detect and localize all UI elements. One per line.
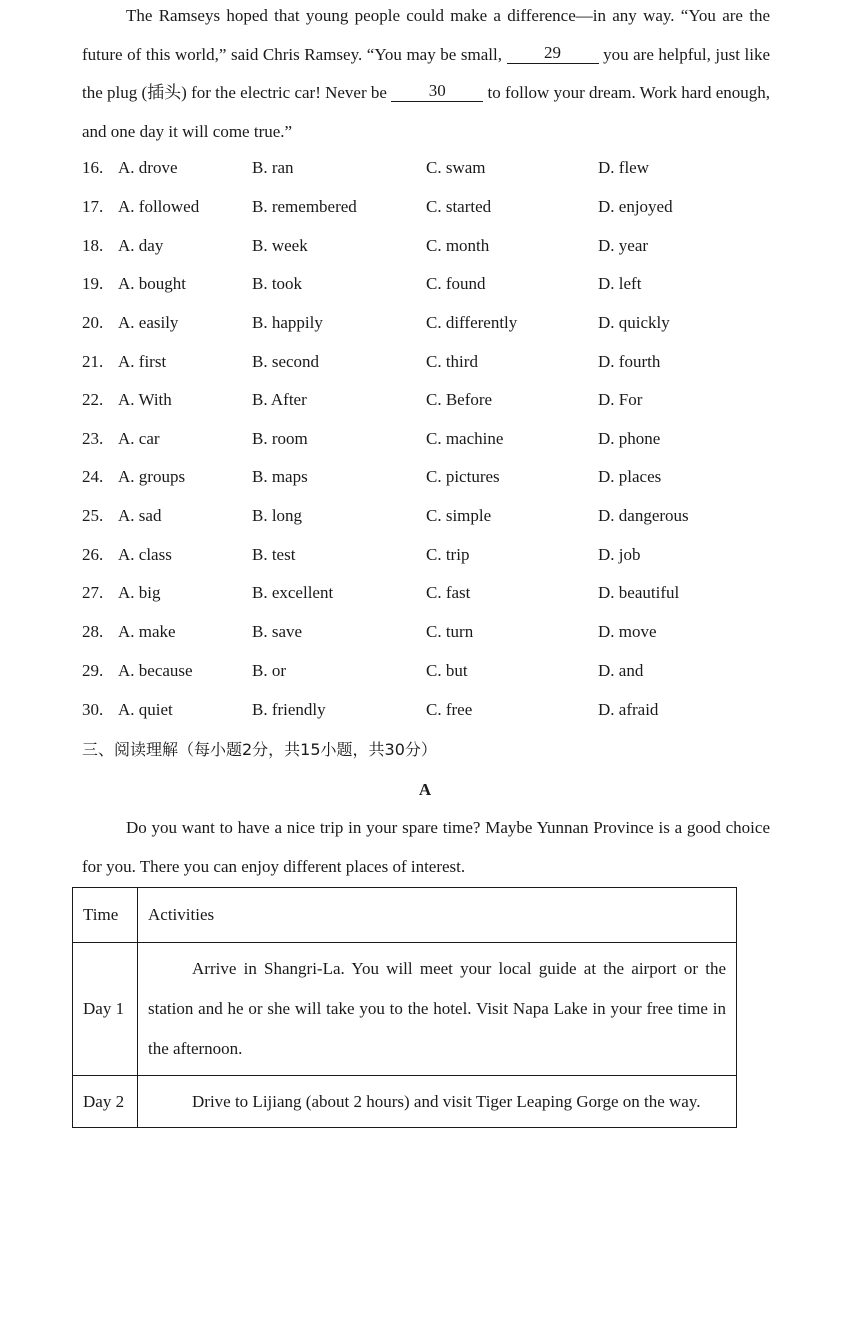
option-c: C. third	[426, 352, 478, 371]
option-a: A. drove	[118, 158, 178, 177]
row-time: Day 2	[73, 1076, 138, 1128]
activity-text	[148, 1082, 726, 1122]
option-b: B. remembered	[252, 197, 357, 216]
option-d: D. job	[598, 545, 641, 564]
option-b: B. save	[252, 622, 303, 641]
question-row-25	[82, 506, 782, 544]
option-c: C. swam	[426, 158, 486, 177]
question-row-16	[82, 158, 782, 196]
option-c: C. month	[426, 236, 490, 255]
option-b: B. After	[252, 390, 307, 409]
question-number: 25.	[82, 506, 104, 525]
table-row	[73, 943, 737, 1076]
option-c: C. trip	[426, 545, 470, 564]
question-number: 16.	[82, 158, 104, 177]
question-row-29	[82, 661, 782, 699]
option-b: B. or	[252, 661, 286, 680]
option-c: C. free	[426, 700, 473, 719]
blank-30: 30	[391, 82, 483, 102]
option-c: C. pictures	[426, 467, 500, 486]
passage-label: A	[418, 780, 432, 799]
question-row-21	[82, 352, 782, 390]
option-b: B. ran	[252, 158, 294, 177]
table-row	[73, 1076, 737, 1128]
question-number: 28.	[82, 622, 104, 641]
option-b: B. happily	[252, 313, 323, 332]
option-a: A. quiet	[118, 700, 173, 719]
option-b: B. long	[252, 506, 303, 525]
question-row-24	[82, 467, 782, 505]
option-b: B. took	[252, 274, 303, 293]
row-activity	[138, 1076, 737, 1128]
question-number: 21.	[82, 352, 104, 371]
question-number: 20.	[82, 313, 104, 332]
activity-text-content: Drive to Lijiang (about 2 hours) and visit Tiger Leaping Gorge on the way.	[192, 1091, 701, 1111]
option-c: C. differently	[426, 313, 518, 332]
option-c: C. but	[426, 661, 468, 680]
option-d: D. left	[598, 274, 642, 293]
question-row-26	[82, 545, 782, 583]
option-b: B. maps	[252, 467, 308, 486]
question-number: 26.	[82, 545, 104, 564]
option-b: B. test	[252, 545, 296, 564]
question-number: 17.	[82, 197, 104, 216]
section-heading: 三、阅读理解（每小题2分，共15小题，共30分）	[82, 740, 437, 759]
question-row-22	[82, 390, 782, 428]
question-number: 23.	[82, 429, 104, 448]
option-a: A. day	[118, 236, 164, 255]
option-d: D. year	[598, 236, 649, 255]
option-c: C. started	[426, 197, 492, 216]
header-time: Time	[73, 888, 138, 943]
activity-text-content: Arrive in Shangri-La. You will meet your local guide at the airport or the station and he or she will take you to the hotel. Visit Napa Lake in your free time in the afternoon.	[148, 959, 726, 1058]
option-a: A. first	[118, 352, 167, 371]
question-row-28	[82, 622, 782, 660]
option-d: D. dangerous	[598, 506, 689, 525]
question-row-19	[82, 274, 782, 312]
question-number: 18.	[82, 236, 104, 255]
header-activities: Activities	[138, 888, 737, 943]
blank-29: 29	[507, 44, 599, 64]
option-d: D. places	[598, 467, 662, 486]
passage-intro	[82, 809, 770, 886]
option-a: A. With	[118, 390, 172, 409]
question-row-27	[82, 583, 782, 621]
activity-text	[148, 949, 726, 1069]
question-number: 19.	[82, 274, 104, 293]
option-a: A. make	[118, 622, 176, 641]
option-a: A. bought	[118, 274, 186, 293]
option-c: C. turn	[426, 622, 474, 641]
option-d: D. afraid	[598, 700, 659, 719]
option-d: D. and	[598, 661, 644, 680]
row-activity	[138, 943, 737, 1076]
option-b: B. excellent	[252, 583, 334, 602]
option-d: D. beautiful	[598, 583, 680, 602]
option-a: A. class	[118, 545, 172, 564]
option-c: C. fast	[426, 583, 471, 602]
option-c: C. simple	[426, 506, 492, 525]
option-d: D. enjoyed	[598, 197, 673, 216]
cloze-text-part-2: you are helpful, just like the plug (插头) for the electric car! Never be	[82, 44, 770, 102]
option-a: A. groups	[118, 467, 186, 486]
question-number: 24.	[82, 467, 104, 486]
cloze-text-part-1: The Ramseys hoped that young people could make a difference—in any way. “You are the future of this world,” said Chris Ramsey. “You may be small,	[82, 6, 770, 64]
question-row-30	[82, 700, 782, 738]
question-row-23	[82, 429, 782, 467]
option-d: D. phone	[598, 429, 661, 448]
itinerary-table	[72, 887, 737, 1128]
option-a: A. easily	[118, 313, 179, 332]
option-a: A. big	[118, 583, 161, 602]
option-a: A. car	[118, 429, 160, 448]
question-number: 27.	[82, 583, 104, 602]
row-time: Day 1	[73, 943, 138, 1076]
option-b: B. week	[252, 236, 308, 255]
passage-intro-text: Do you want to have a nice trip in your spare time? Maybe Yunnan Province is a good choice for you. There you can enjoy different places of interest.	[82, 818, 770, 876]
cloze-passage-ending	[82, 0, 770, 151]
question-row-17	[82, 197, 782, 235]
option-d: D. For	[598, 390, 643, 409]
option-d: D. fourth	[598, 352, 661, 371]
question-number: 22.	[82, 390, 104, 409]
option-c: C. found	[426, 274, 486, 293]
option-a: A. because	[118, 661, 193, 680]
question-row-18	[82, 236, 782, 274]
question-number: 29.	[82, 661, 104, 680]
option-b: B. room	[252, 429, 308, 448]
option-a: A. followed	[118, 197, 200, 216]
option-a: A. sad	[118, 506, 162, 525]
option-b: B. second	[252, 352, 320, 371]
question-row-20	[82, 313, 782, 351]
question-number: 30.	[82, 700, 104, 719]
table-header-row	[73, 888, 737, 943]
cloze-text-part-3: to follow your dream. Work hard enough, and one day it will come true.”	[82, 83, 771, 141]
option-b: B. friendly	[252, 700, 326, 719]
option-d: D. flew	[598, 158, 649, 177]
option-c: C. machine	[426, 429, 504, 448]
option-d: D. quickly	[598, 313, 670, 332]
option-c: C. Before	[426, 390, 493, 409]
option-d: D. move	[598, 622, 657, 641]
